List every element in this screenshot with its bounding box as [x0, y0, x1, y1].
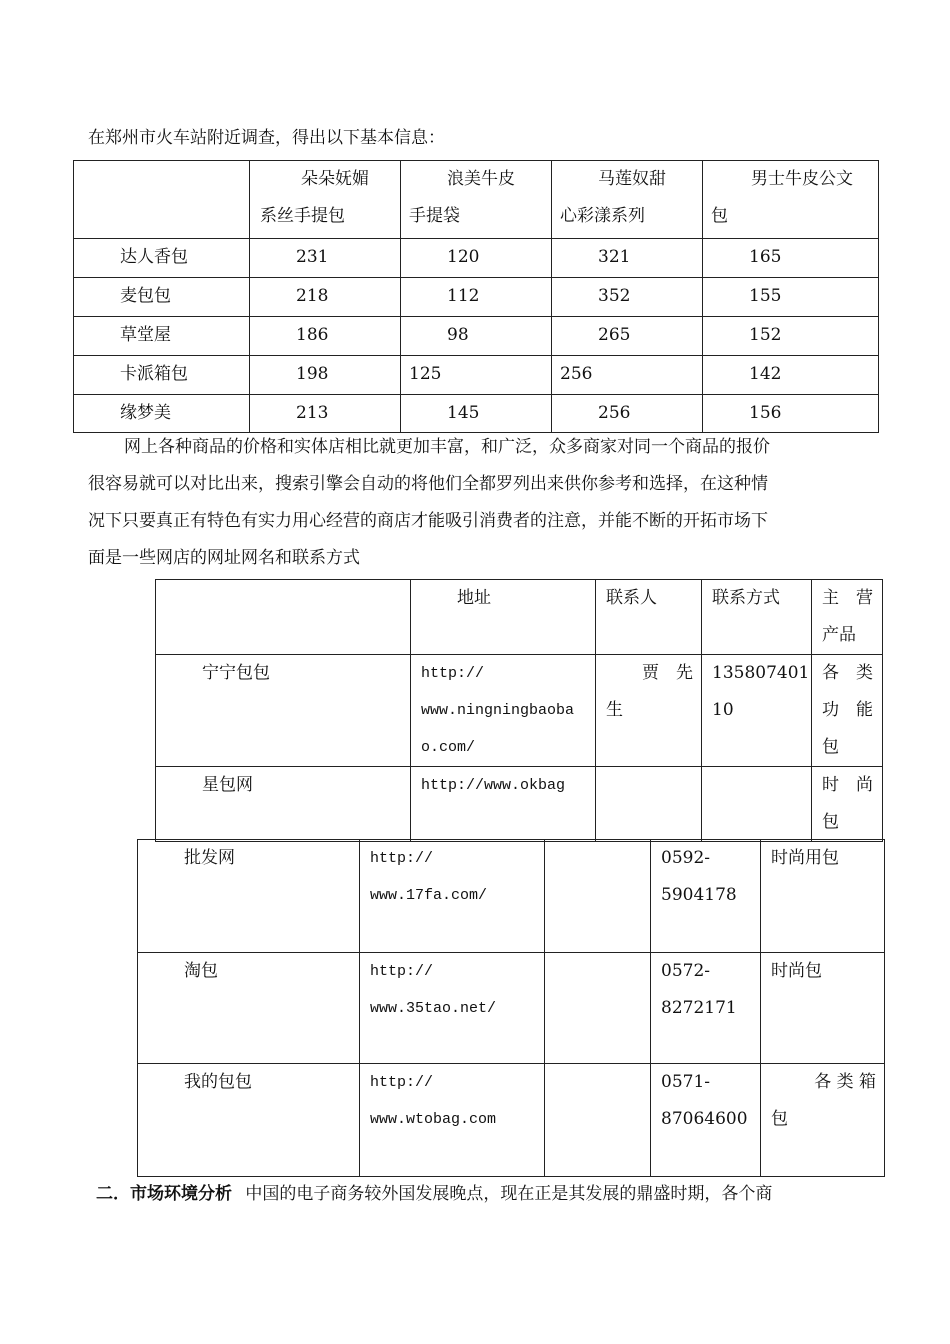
table-cell: 142 [703, 356, 879, 395]
store-name: 批发网 [138, 840, 360, 953]
table-cell: 321 [552, 239, 703, 278]
table-corner-cell [74, 161, 250, 239]
table-header-cell: 主 营 产品 [812, 580, 883, 655]
store-name: 缘梦美 [74, 395, 250, 433]
table-cell: 256 [552, 356, 703, 395]
table-row [138, 840, 885, 953]
phone-cell: 0572- 8272171 [651, 953, 761, 1064]
table-header-cell: 浪美牛皮 手提袋 [401, 161, 552, 239]
table-header-cell: 男士牛皮公文 包 [703, 161, 879, 239]
paragraph-line: 很容易就可以对比出来，搜索引擎会自动的将他们全都罗列出来供你参考和选择，在这种情 [88, 474, 768, 494]
table-cell: 155 [703, 278, 879, 317]
store-name: 卡派箱包 [74, 356, 250, 395]
table-cell: 256 [552, 395, 703, 433]
store-name: 星包网 [156, 767, 411, 842]
table-cell: 152 [703, 317, 879, 356]
contact-cell [545, 953, 651, 1064]
product-cell: 各 类 箱 包 [761, 1064, 885, 1177]
phone-cell: 135807401 10 [702, 655, 812, 767]
table-row [156, 655, 883, 767]
store-name: 我的包包 [138, 1064, 360, 1177]
product-cell: 时尚用包 [761, 840, 885, 953]
table-cell: 265 [552, 317, 703, 356]
survey-table [73, 160, 879, 433]
section-text: 中国的电子商务较外国发展晚点，现在正是其发展的鼎盛时期，各个商 [245, 1184, 773, 1204]
table-row [156, 767, 883, 842]
table-cell: 186 [250, 317, 401, 356]
contact-cell [545, 840, 651, 953]
table-cell: 98 [401, 317, 552, 356]
table-row [74, 278, 879, 317]
section-line [96, 1184, 772, 1204]
table-row [74, 239, 879, 278]
contact-cell: 贾 先 生 [596, 655, 702, 767]
table-header-cell: 联系方式 [702, 580, 812, 655]
intro-text: 在郑州市火车站附近调查，得出以下基本信息： [88, 128, 445, 148]
phone-cell: 0592- 5904178 [651, 840, 761, 953]
address-cell: http:// www.35tao.net/ [360, 953, 545, 1064]
paragraph-line: 网上各种商品的价格和实体店相比就更加丰富，和广泛，众多商家对同一个商品的报价 [124, 437, 770, 457]
address-cell: http:// www.17fa.com/ [360, 840, 545, 953]
table-cell: 165 [703, 239, 879, 278]
address-cell: http:// www.wtobag.com [360, 1064, 545, 1177]
table-header-cell: 地址 [411, 580, 596, 655]
store-name: 麦包包 [74, 278, 250, 317]
table-row [138, 953, 885, 1064]
product-cell: 时尚包 [761, 953, 885, 1064]
address-cell: http://www.okbag [411, 767, 596, 842]
table-header-cell: 联系人 [596, 580, 702, 655]
phone-cell: 0571- 87064600 [651, 1064, 761, 1177]
store-name: 宁宁包包 [156, 655, 411, 767]
table-row [138, 1064, 885, 1177]
store-name: 达人香包 [74, 239, 250, 278]
wholesale-table [137, 839, 885, 1177]
contact-cell [596, 767, 702, 842]
table-cell: 125 [401, 356, 552, 395]
table-cell: 145 [401, 395, 552, 433]
product-cell: 各 类 功 能 包 [812, 655, 883, 767]
product-cell: 时 尚 包 [812, 767, 883, 842]
table-cell: 198 [250, 356, 401, 395]
table-cell: 231 [250, 239, 401, 278]
table-corner-cell [156, 580, 411, 655]
table-cell: 352 [552, 278, 703, 317]
contact-cell [545, 1064, 651, 1177]
store-name: 草堂屋 [74, 317, 250, 356]
table-header-row [156, 580, 883, 655]
table-cell: 218 [250, 278, 401, 317]
shop-table [155, 579, 883, 842]
table-cell: 156 [703, 395, 879, 433]
table-cell: 112 [401, 278, 552, 317]
table-row [74, 356, 879, 395]
store-name: 淘包 [138, 953, 360, 1064]
paragraph-line: 面是一些网店的网址网名和联系方式 [88, 548, 360, 568]
table-row [74, 395, 879, 433]
phone-cell [702, 767, 812, 842]
section-heading: 二．市场环境分析 [96, 1184, 232, 1204]
address-cell: http:// www.ningningbaoba o.com/ [411, 655, 596, 767]
table-row [74, 317, 879, 356]
table-header-cell: 马莲奴甜 心彩漾系列 [552, 161, 703, 239]
table-header-row [74, 161, 879, 239]
table-cell: 120 [401, 239, 552, 278]
table-header-cell: 朵朵妩媚 系丝手提包 [250, 161, 401, 239]
table-cell: 213 [250, 395, 401, 433]
paragraph-line: 况下只要真正有特色有实力用心经营的商店才能吸引消费者的注意，并能不断的开拓市场下 [88, 511, 768, 531]
